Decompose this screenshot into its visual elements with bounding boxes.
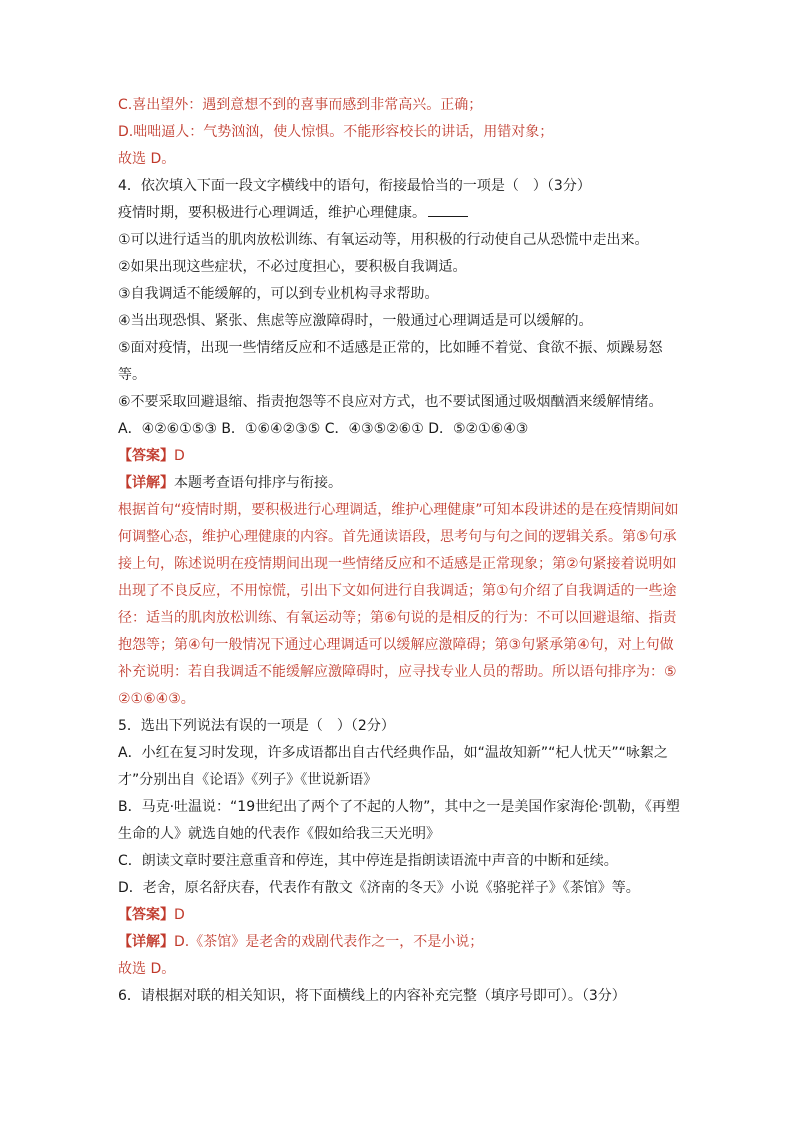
q4-item-5: ⑤面对疫情，出现一些情绪反应和不适感是正常的，比如睡不着觉、食欲不振、烦躁易怒等。 <box>118 340 663 383</box>
q4-item-1: ①可以进行适当的肌肉放松训练、有氧运动等，用积极的行动使自己从恐慌中走出来。 <box>118 232 649 248</box>
q5-option-b: B．马克·吐温说：“19世纪出了两个了不起的人物”，其中之一是美国作家海伦·凯勒，《再塑生命的人》就选自她的代表作《假如给我三天光明》 <box>118 799 680 842</box>
q3-option-c: C.喜出望外：遇到意想不到的喜事而感到非常高兴。正确； <box>118 97 483 113</box>
q4-detail-line <box>118 470 680 497</box>
q4-answer-line <box>118 443 680 470</box>
q5-answer-line <box>118 902 680 929</box>
q3-conclusion: 故选 D。 <box>118 151 176 167</box>
q5-answer-value: D <box>174 907 185 923</box>
q4-answer-label: 【答案】 <box>118 448 174 464</box>
q5-stem: 5．选出下列说法有误的一项是（ ）（2分） <box>118 718 395 734</box>
q4-answer-value: D <box>174 448 185 464</box>
q4-analysis: 根据首句“疫情时期，要积极进行心理调适，维护心理健康”可知本段讲述的是在疫情期间如何调整心态，维护心理健康的内容。首先通读语段，思考句与句之间的逻辑关系。第⑤句承接上句，陈述说明在疫情期间出现一些情绪反应和不适感是正常现象；第②句紧接着说明如出现了不良反应，不用惊慌，引出下文如何进行自我调适；第①句介绍了自我调适的一些途径：适当的肌肉放松训练、有氧运动等；第⑥句说的是相反的行为：不可以回避退缩、指责抱怨等；第④句一般情况下通过心理调适可以缓解应激障碍；第③句紧承第④句，对上句做补充说明：若自我调适不能缓解应激障碍时，应寻找专业人员的帮助。所以语句排序为：⑤②①⑥④③。 <box>118 502 679 707</box>
q6-stem: 6．请根据对联的相关知识，将下面横线上的内容补充完整（填序号即可）。（3分） <box>118 988 626 1004</box>
q4-detail-intro: 本题考查语句排序与衔接。 <box>174 475 342 491</box>
q5-detail-line <box>118 929 680 956</box>
q4-choices: A．④②⑥①⑤③ B．①⑥④②③⑤ C．④③⑤②⑥① D．⑤②①⑥④③ <box>118 421 529 437</box>
q4-context: 疫情时期，要积极进行心理调适，维护心理健康。 <box>118 205 426 221</box>
q4-stem: 4．依次填入下面一段文字横线中的语句，衔接最恰当的一项是（ ）（3分） <box>118 178 591 194</box>
q4-item-3: ③自我调适不能缓解的，可以到专业机构寻求帮助。 <box>118 286 439 302</box>
q5-option-c: C．朗读文章时要注意重音和停连，其中停连是指朗读语流中声音的中断和延续。 <box>118 853 618 869</box>
q5-conclusion: 故选 D。 <box>118 961 176 977</box>
q5-answer-label: 【答案】 <box>118 907 174 923</box>
document-content <box>118 92 680 1010</box>
q5-detail-label: 【详解】 <box>118 934 174 950</box>
q4-item-6: ⑥不要采取回避退缩、指责抱怨等不良应对方式，也不要试图通过吸烟酗酒来缓解情绪。 <box>118 394 663 410</box>
q4-detail-label: 【详解】 <box>118 475 174 491</box>
q4-item-2: ②如果出现这些症状，不必过度担心，要积极自我调适。 <box>118 259 467 275</box>
q5-option-d: D．老舍，原名舒庆春，代表作有散文《济南的冬天》小说《骆驼祥子》《茶馆》等。 <box>118 880 640 896</box>
q5-option-a: A．小红在复习时发现，许多成语都出自古代经典作品，如“温故知新”“杞人忧天”“咏絮之才”分别出自《论语》《列子》《世说新语》 <box>118 745 668 788</box>
q4-blank <box>428 202 468 217</box>
q5-detail-text: D.《茶馆》是老舍的戏剧代表作之一，不是小说； <box>174 934 484 950</box>
q4-item-4: ④当出现恐惧、紧张、焦虑等应激障碍时，一般通过心理调适是可以缓解的。 <box>118 313 593 329</box>
q3-option-d: D.咄咄逼人：气势汹汹，使人惊惧。不能形容校长的讲话，用错对象； <box>118 124 554 140</box>
q4-context-line <box>118 200 680 227</box>
